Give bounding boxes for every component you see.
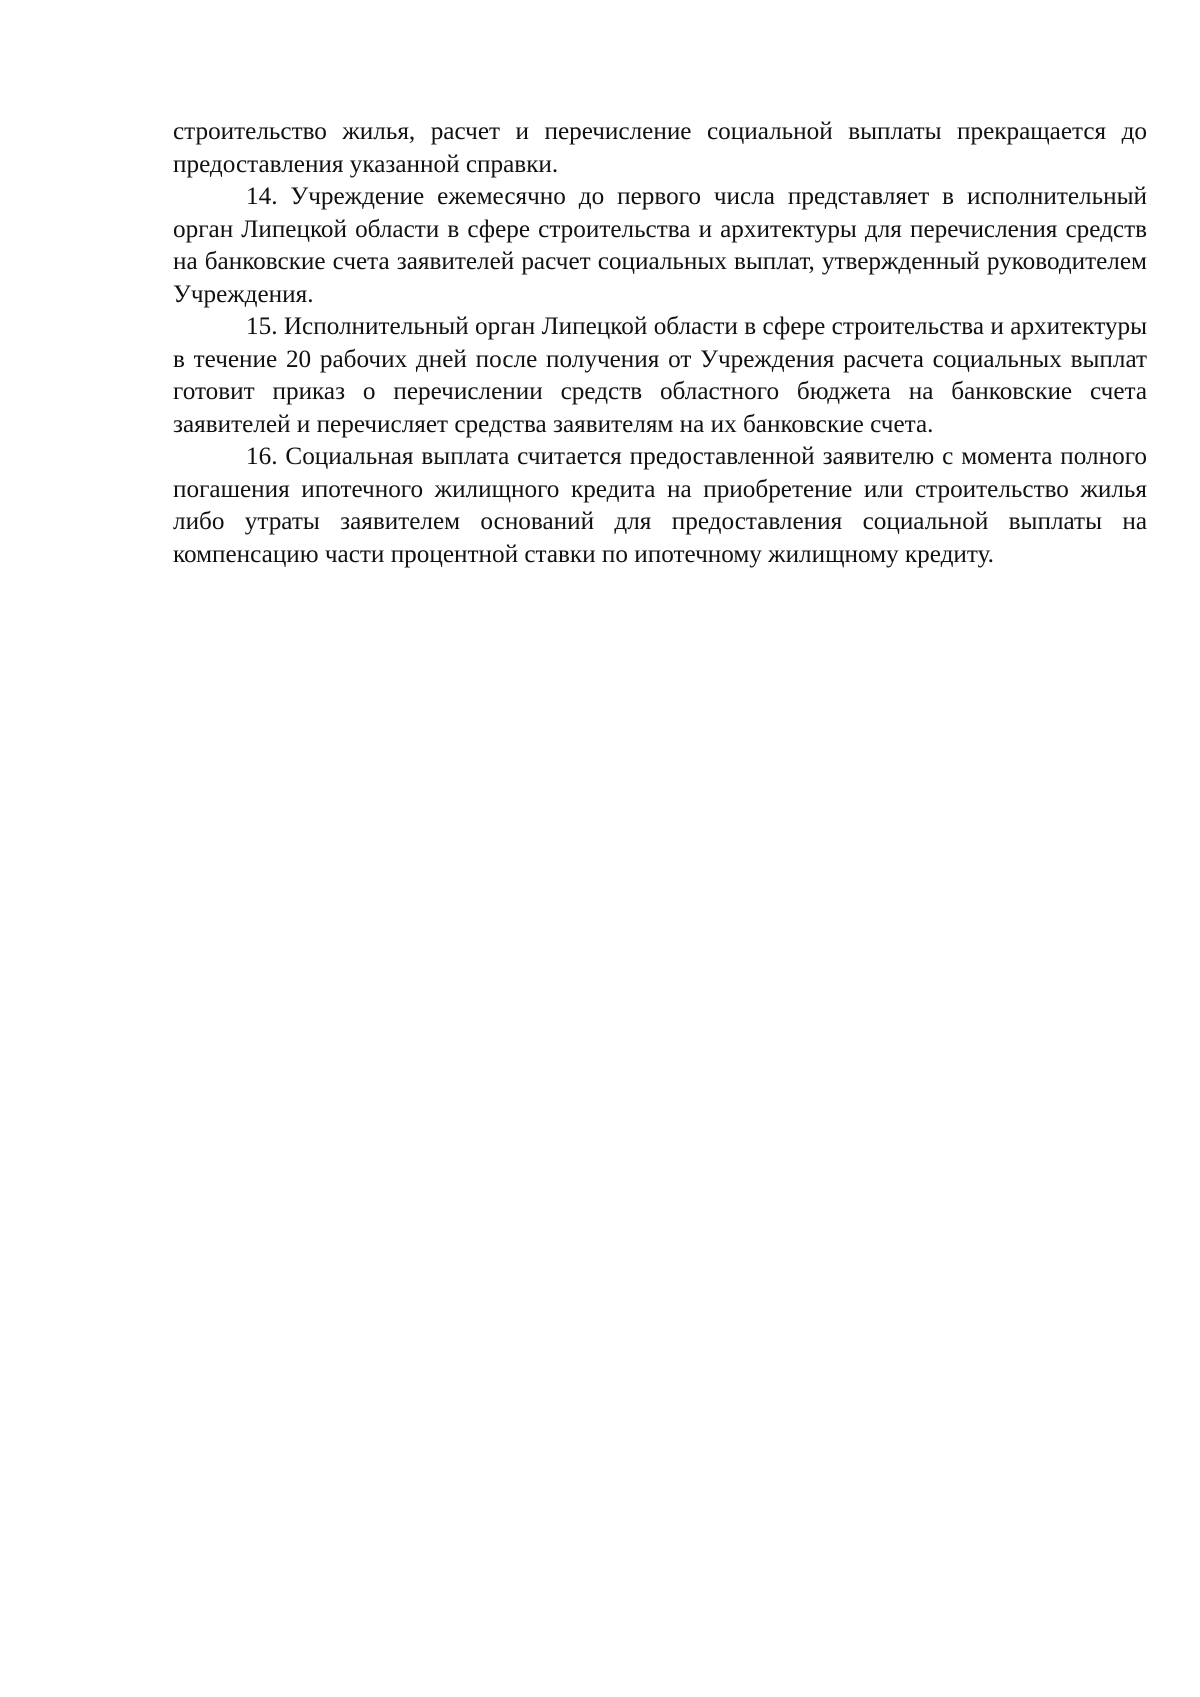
paragraph-15: 15. Исполнительный орган Липецкой области в сфере строительства и архитектуры в течение 20 рабочих дней после получения от Учреждения расчета социальных выплат готовит приказ о перечислении средств областного бюджета на банковские счета заявителей и перечисляет средства заявителям на их банковские счета. [173, 313, 1147, 438]
paragraph-continuation: строительство жилья, расчет и перечисление социальной выплаты прекращается до предоставления указанной справки. [173, 118, 1147, 178]
paragraph-14: 14. Учреждение ежемесячно до первого числа представляет в исполнительный орган Липецкой области в сфере строительства и архитектуры для перечисления средств на банковские счета заявителей расчет социальных выплат, утвержденный руководителем Учреждения. [173, 183, 1147, 308]
document-body [173, 116, 1147, 571]
paragraph-16: 16. Социальная выплата считается предоставленной заявителю с момента полного погашения ипотечного жилищного кредита на приобретение или строительство жилья либо утраты заявителем оснований для предоставления социальной выплаты на компенсацию части процентной ставки по ипотечному жилищному кредиту. [173, 443, 1147, 568]
